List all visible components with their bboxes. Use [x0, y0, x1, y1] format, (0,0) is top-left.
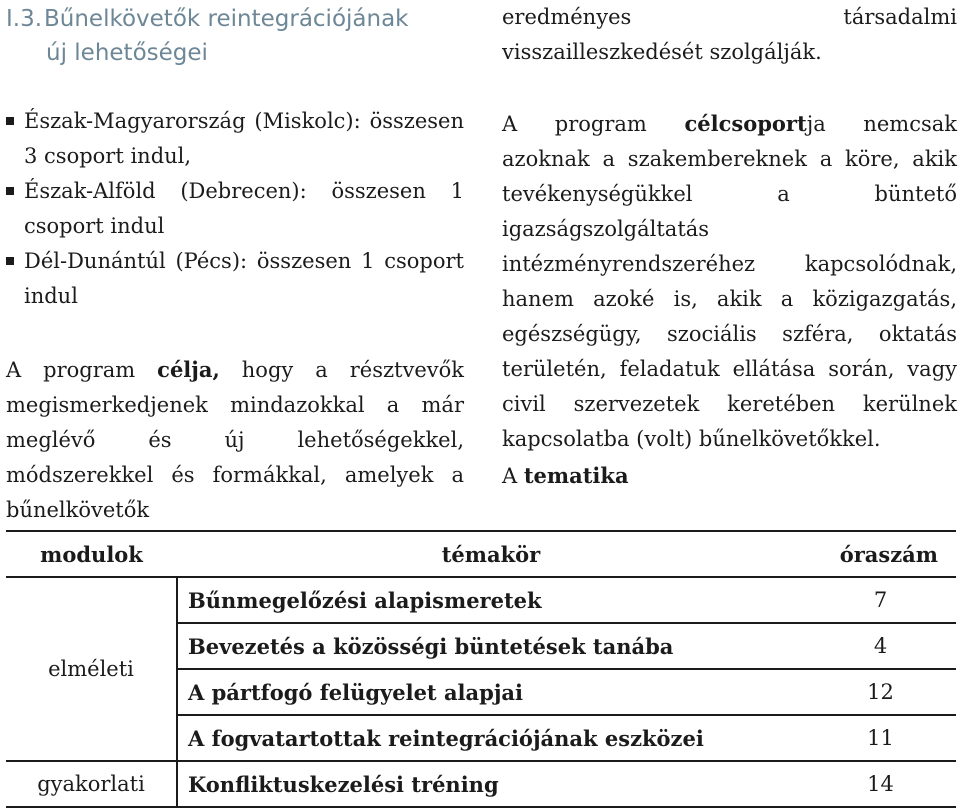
section-number: I.3.: [6, 6, 43, 32]
list-item: Észak-Magyarország (Miskolc): összesen 3 csoport indul,: [6, 104, 464, 174]
hours-cell: 12: [867, 680, 894, 704]
goal-keyword: célja,: [157, 357, 220, 382]
thematic-line: A tematika: [502, 463, 629, 488]
section-title-line1: Bűnelkövetők reintegrációjának: [44, 6, 409, 32]
region-list: [6, 104, 464, 314]
table-row: [6, 577, 956, 623]
list-item: Észak-Alföld (Debrecen): összesen 1 csoport indul: [6, 174, 464, 244]
topic-cell: A fogvatartottak reintegrációjának eszközei: [188, 725, 704, 751]
hours-cell: 7: [873, 588, 888, 612]
hours-cell: 4: [873, 634, 888, 658]
continuation-paragraph: eredményes társadalmi visszailleszkedését szolgálják.: [502, 5, 957, 64]
square-bullet-icon: [6, 117, 14, 125]
module-cell: gyakorlati: [6, 761, 177, 807]
table-header-row: [6, 531, 956, 577]
square-bullet-icon: [6, 187, 14, 195]
table-row: [6, 761, 956, 807]
hours-cell: 14: [867, 772, 894, 796]
topic-cell: Bevezetés a közösségi büntetések tanába: [188, 633, 674, 659]
header-topic: témakör: [441, 541, 541, 567]
header-hours: óraszám: [839, 541, 938, 567]
topic-cell: A pártfogó felügyelet alapjai: [188, 679, 523, 705]
module-table: [6, 530, 956, 808]
hours-cell: 11: [867, 726, 894, 750]
header-modules: modulok: [40, 541, 143, 567]
square-bullet-icon: [6, 257, 14, 265]
module-cell: elméleti: [6, 577, 177, 761]
goal-paragraph: A program célja, hogy a résztvevők megismerkedjenek mindazokkal a már meglévő és új lehetőségekkel, módszerekkel és formákkal, amelyek a bűnelkövetők: [6, 357, 464, 522]
topic-cell: Konfliktuskezelési tréning: [188, 771, 499, 797]
topic-cell: Bűnmegelőzési alapismeretek: [188, 587, 542, 613]
list-item: Dél-Dunántúl (Pécs): összesen 1 csoport indul: [6, 244, 464, 314]
target-group-keyword: célcsoport: [684, 111, 807, 136]
section-title-line2: új lehetőségei: [46, 40, 208, 66]
section-title: [6, 2, 409, 70]
thematic-keyword: tematika: [523, 463, 629, 488]
target-group-paragraph: A program célcsoportja nemcsak azoknak a szakembereknek a köre, akik tevékenységükkel a büntető igazságszolgáltatás intézményrendszeréhez kapcsolódnak, hanem azoké is, akik a közigazgatás, egészségügy, szociális szféra, oktatás területén, feladatuk ellátása során, vagy civil szervezetek keretében kerülnek kapcsolatba (volt) bűnelkövetőkkel.: [502, 111, 958, 451]
